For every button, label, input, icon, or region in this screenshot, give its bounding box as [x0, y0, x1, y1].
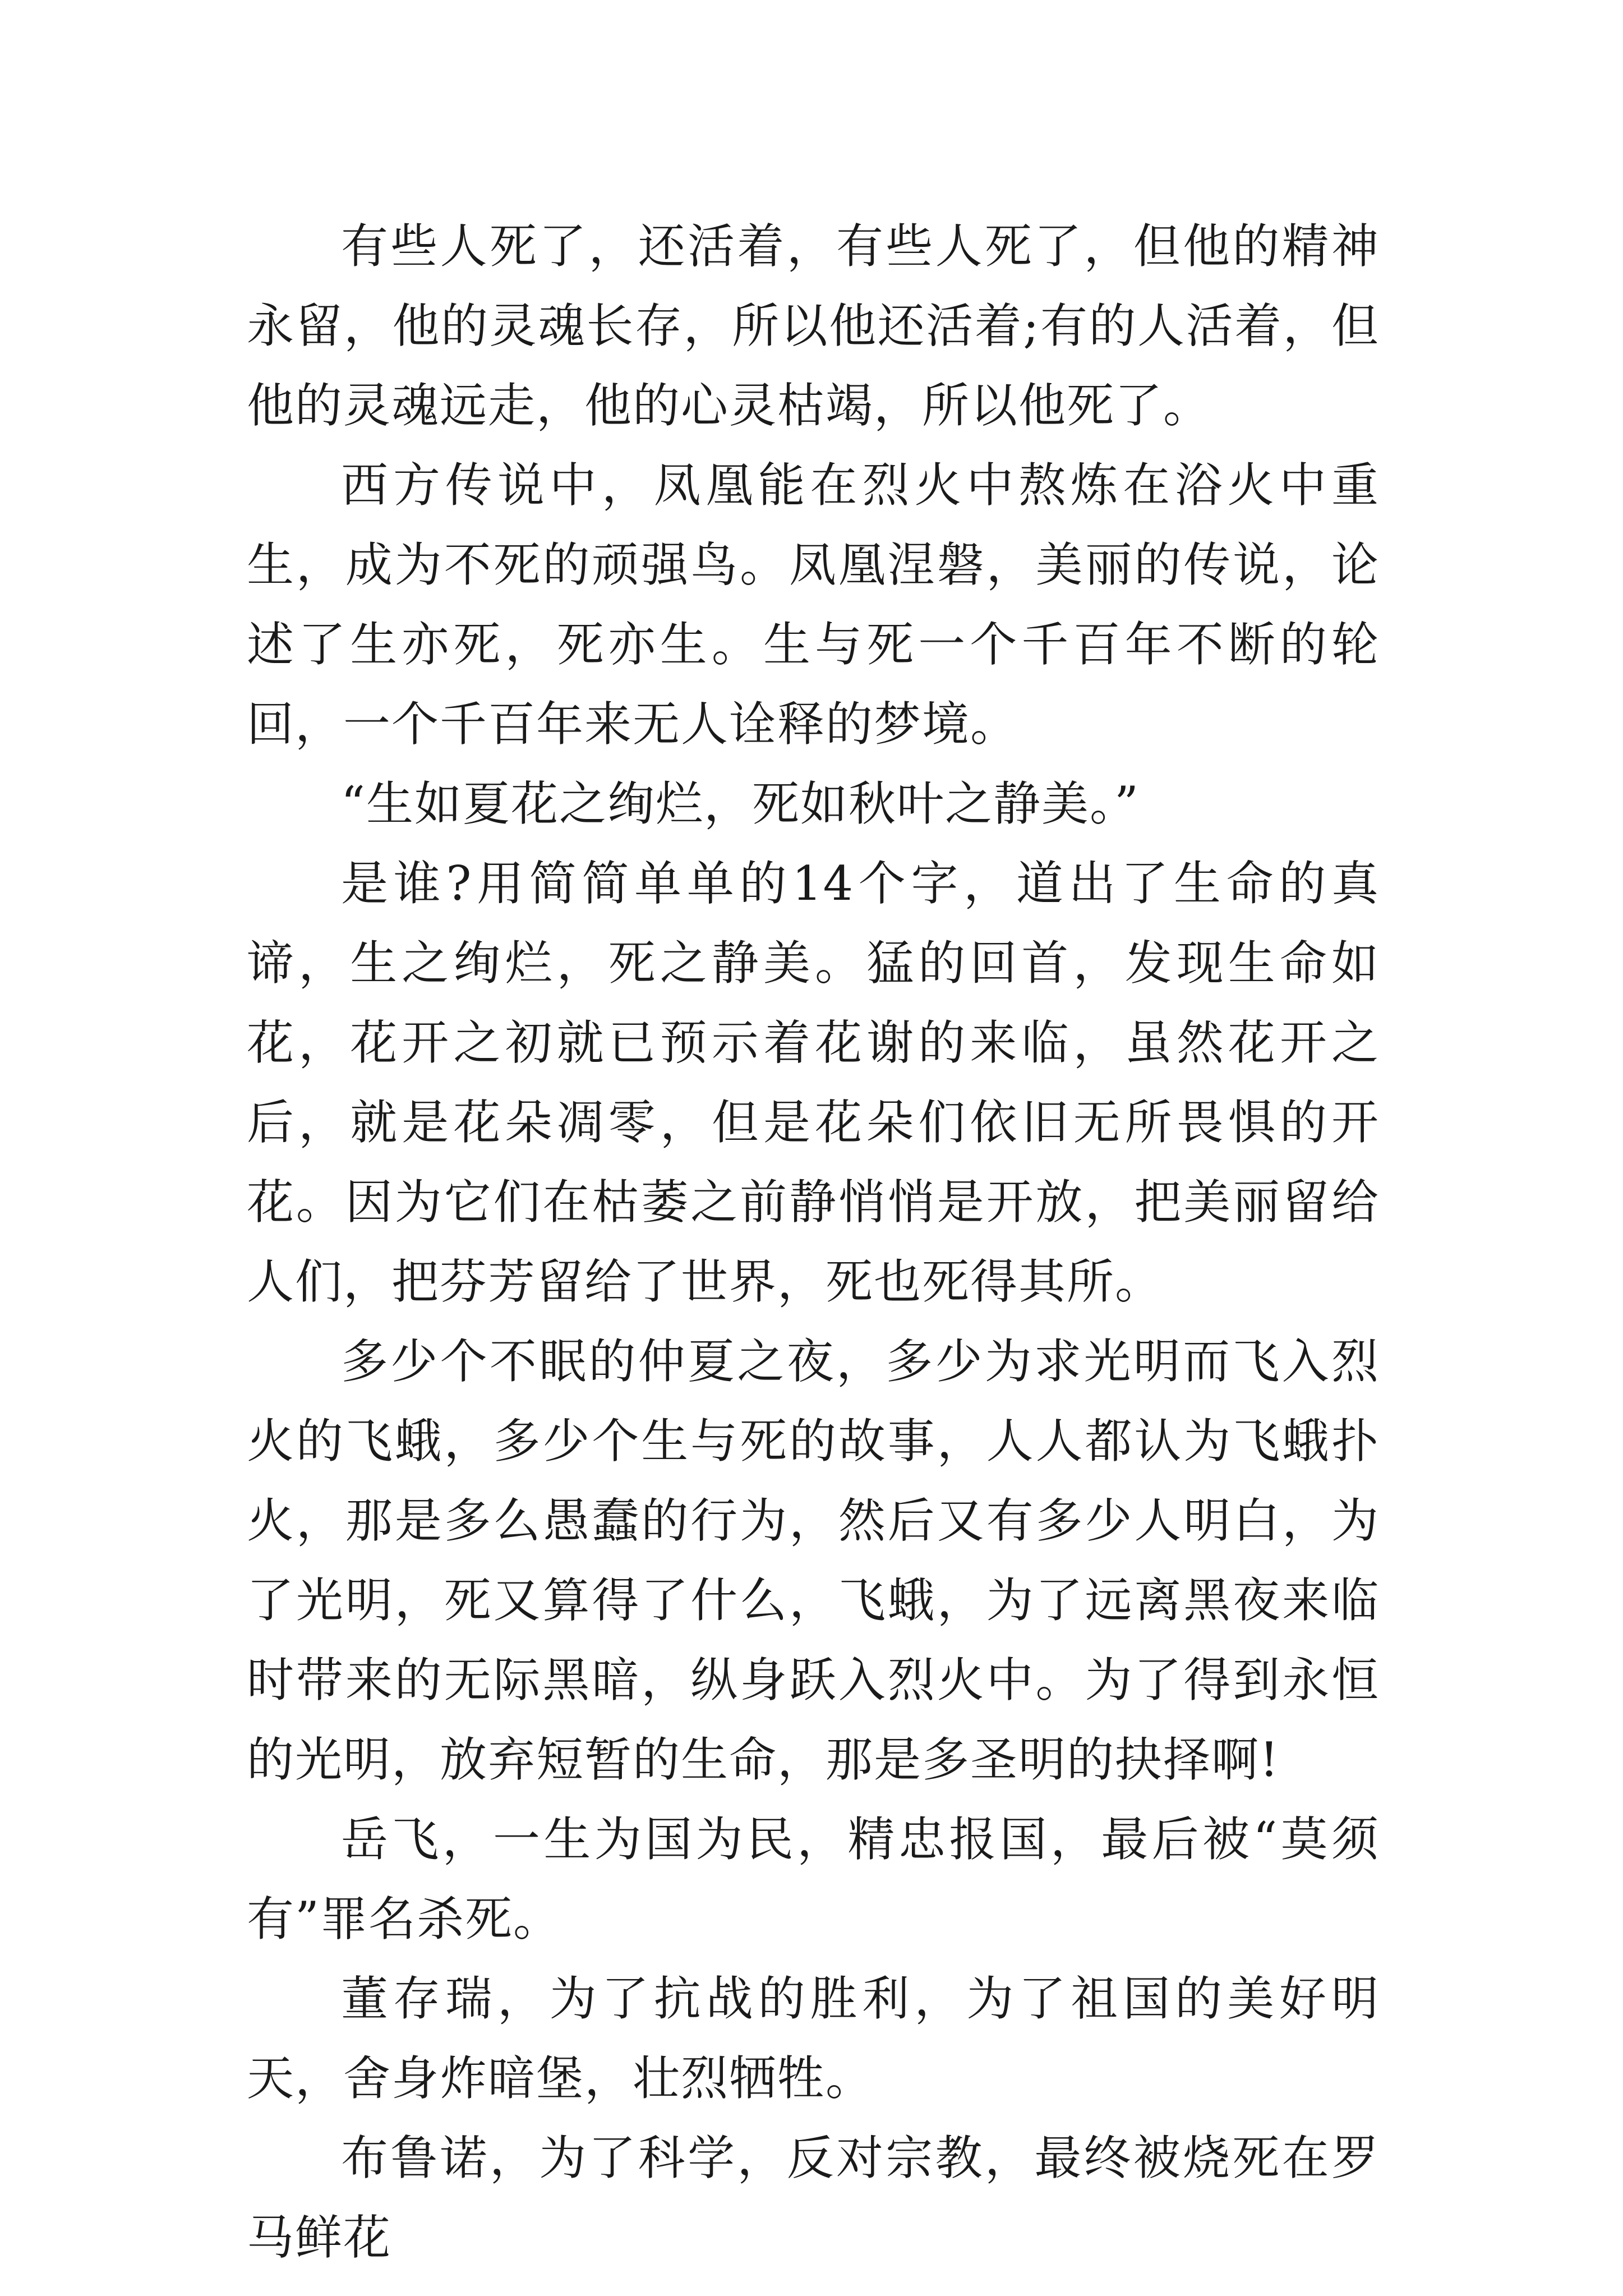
paragraph-6: 岳飞，一生为国为民，精忠报国，最后被“莫须有”罪名杀死。 — [247, 1812, 1380, 1947]
paragraph-4: 是谁?用简简单单的14个字，道出了生命的真谛，生之绚烂，死之静美。猛的回首，发现生命如花，花开之初就已预示着花谢的来临，虽然花开之后，就是花朵凋零，但是花朵们依旧无所畏惧的开花。因为它们在枯萎之前静悄悄是开放，把美丽留给人们，把芬芳留给了世界，死也死得其所。 — [247, 856, 1380, 1309]
paragraph-1: 有些人死了，还活着，有些人死了，但他的精神永留，他的灵魂长存，所以他还活着;有的人活着，但他的灵魂远走，他的心灵枯竭，所以他死了。 — [247, 219, 1380, 433]
paragraph-5: 多少个不眠的仲夏之夜，多少为求光明而飞入烈火的飞蛾，多少个生与死的故事，人人都认为飞蛾扑火，那是多么愚蠢的行为，然后又有多少人明白，为了光明，死又算得了什么，飞蛾，为了远离黑夜来临时带来的无际黑暗，纵身跃入烈火中。为了得到永恒的光明，放弃短暂的生命，那是多圣明的抉择啊! — [247, 1334, 1380, 1787]
paragraph-2: 西方传说中，凤凰能在烈火中熬炼在浴火中重生，成为不死的顽强鸟。凤凰涅磐，美丽的传说，论述了生亦死，死亦生。生与死一个千百年不断的轮回，一个千百年来无人诠释的梦境。 — [247, 458, 1380, 752]
paragraph-3: “生如夏花之绚烂，死如秋叶之静美。” — [341, 776, 1140, 831]
paragraph-7: 董存瑞，为了抗战的胜利，为了祖国的美好明天，舍身炸暗堡，壮烈牺牲。 — [247, 1971, 1380, 2106]
document-body — [247, 206, 1380, 2277]
paragraph-8: 布鲁诺，为了科学，反对宗教，最终被烧死在罗马鲜花 — [247, 2131, 1380, 2265]
